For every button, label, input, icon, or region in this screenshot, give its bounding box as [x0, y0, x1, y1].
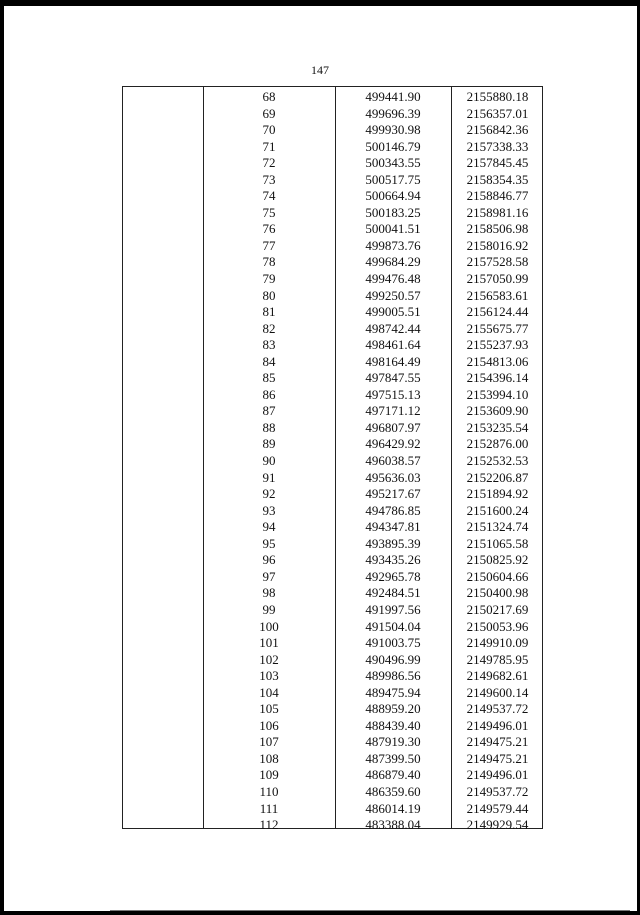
- table-row: [123, 701, 542, 718]
- point-number-cell: 72: [262, 155, 276, 171]
- x-coordinate-cell: 487919.30: [365, 734, 421, 750]
- y-coordinate-cell: 2153609.90: [466, 403, 529, 419]
- table-row: [123, 205, 542, 222]
- table-row: [123, 817, 542, 834]
- x-coordinate-cell: 490496.99: [365, 651, 421, 667]
- table-row: [123, 751, 542, 768]
- x-coordinate-cell: 483388.04: [365, 817, 421, 833]
- table-row: [123, 536, 542, 553]
- table-row: [123, 503, 542, 520]
- page-number: 147: [311, 63, 329, 77]
- table-row: [123, 801, 542, 818]
- y-coordinate-cell: 2157050.99: [466, 271, 529, 287]
- point-number-cell: 84: [262, 353, 276, 369]
- y-coordinate-cell: 2151065.58: [466, 535, 529, 551]
- y-coordinate-cell: 2149475.21: [466, 734, 529, 750]
- x-coordinate-cell: 499684.29: [365, 254, 421, 270]
- point-number-cell: 79: [262, 271, 276, 287]
- y-coordinate-cell: 2156583.61: [466, 287, 529, 303]
- x-coordinate-cell: 500146.79: [365, 138, 421, 154]
- point-number-cell: 106: [259, 717, 279, 733]
- scan-border-bottom: [0, 911, 640, 915]
- point-number-cell: 80: [262, 287, 276, 303]
- point-number-cell: 77: [262, 237, 276, 253]
- y-coordinate-cell: 2153994.10: [466, 386, 529, 402]
- point-number-cell: 91: [262, 469, 276, 485]
- y-coordinate-cell: 2154813.06: [466, 353, 529, 369]
- x-coordinate-cell: 492484.51: [365, 585, 421, 601]
- table-row: [123, 304, 542, 321]
- footer-rule: [110, 910, 630, 911]
- y-coordinate-cell: 2151894.92: [466, 486, 529, 502]
- point-number-cell: 105: [259, 701, 279, 717]
- y-coordinate-cell: 2157528.58: [466, 254, 529, 270]
- y-coordinate-cell: 2149682.61: [466, 668, 529, 684]
- x-coordinate-cell: 488959.20: [365, 701, 421, 717]
- table-row: [123, 585, 542, 602]
- y-coordinate-cell: 2149496.01: [466, 767, 529, 783]
- y-coordinate-cell: 2154396.14: [466, 370, 529, 386]
- point-number-cell: 82: [262, 320, 276, 336]
- table-row: [123, 337, 542, 354]
- point-number-cell: 89: [262, 436, 276, 452]
- table-row: [123, 685, 542, 702]
- x-coordinate-cell: 491003.75: [365, 635, 421, 651]
- point-number-cell: 102: [259, 651, 279, 667]
- table-row: [123, 139, 542, 156]
- x-coordinate-cell: 500183.25: [365, 204, 421, 220]
- x-coordinate-cell: 499930.98: [365, 122, 421, 138]
- x-coordinate-cell: 493435.26: [365, 552, 421, 568]
- x-coordinate-cell: 500343.55: [365, 155, 421, 171]
- y-coordinate-cell: 2149475.21: [466, 750, 529, 766]
- table-row: [123, 486, 542, 503]
- table-row: [123, 784, 542, 801]
- point-number-cell: 101: [259, 635, 279, 651]
- x-coordinate-cell: 495217.67: [365, 486, 421, 502]
- x-coordinate-cell: 500664.94: [365, 188, 421, 204]
- point-number-cell: 112: [259, 817, 279, 833]
- point-number-cell: 68: [262, 89, 276, 104]
- x-coordinate-cell: 498164.49: [365, 353, 421, 369]
- y-coordinate-cell: 2158506.98: [466, 221, 529, 237]
- x-coordinate-cell: 496807.97: [365, 419, 421, 435]
- point-number-cell: 83: [262, 337, 276, 353]
- point-number-cell: 96: [262, 552, 276, 568]
- y-coordinate-cell: 2149537.72: [466, 701, 529, 717]
- x-coordinate-cell: 497515.13: [365, 386, 421, 402]
- table-row: [123, 403, 542, 420]
- x-coordinate-cell: 500517.75: [365, 171, 421, 187]
- y-coordinate-cell: 2156842.36: [466, 122, 529, 138]
- x-coordinate-cell: 496038.57: [365, 453, 421, 469]
- point-number-cell: 110: [259, 783, 279, 799]
- table-row: [123, 767, 542, 784]
- point-number-cell: 95: [262, 535, 276, 551]
- y-coordinate-cell: 2153235.54: [466, 419, 529, 435]
- x-coordinate-cell: 492965.78: [365, 568, 421, 584]
- y-coordinate-cell: 2152876.00: [466, 436, 529, 452]
- table-body: [123, 89, 542, 834]
- point-number-cell: 87: [262, 403, 276, 419]
- y-coordinate-cell: 2158016.92: [466, 237, 529, 253]
- point-number-cell: 78: [262, 254, 276, 270]
- y-coordinate-cell: 2158846.77: [466, 188, 529, 204]
- x-coordinate-cell: 491997.56: [365, 601, 421, 617]
- y-coordinate-cell: 2152206.87: [466, 469, 529, 485]
- point-number-cell: 81: [262, 304, 276, 320]
- x-coordinate-cell: 494347.81: [365, 519, 421, 535]
- point-number-cell: 88: [262, 419, 276, 435]
- x-coordinate-cell: 499005.51: [365, 304, 421, 320]
- point-number-cell: 92: [262, 486, 276, 502]
- y-coordinate-cell: 2158981.16: [466, 204, 529, 220]
- point-number-cell: 73: [262, 171, 276, 187]
- y-coordinate-cell: 2149929.54: [466, 817, 529, 833]
- x-coordinate-cell: 499696.39: [365, 105, 421, 121]
- point-number-cell: 74: [262, 188, 276, 204]
- x-coordinate-cell: 500041.51: [365, 221, 421, 237]
- y-coordinate-cell: 2149785.95: [466, 651, 529, 667]
- point-number-cell: 86: [262, 386, 276, 402]
- table-row: [123, 436, 542, 453]
- point-number-cell: 85: [262, 370, 276, 386]
- x-coordinate-cell: 493895.39: [365, 535, 421, 551]
- point-number-cell: 98: [262, 585, 276, 601]
- table-row: [123, 370, 542, 387]
- table-row: [123, 619, 542, 636]
- table-row: [123, 254, 542, 271]
- x-coordinate-cell: 488439.40: [365, 717, 421, 733]
- y-coordinate-cell: 2151324.74: [466, 519, 529, 535]
- y-coordinate-cell: 2149600.14: [466, 684, 529, 700]
- point-number-cell: 93: [262, 502, 276, 518]
- table-row: [123, 271, 542, 288]
- point-number-cell: 75: [262, 204, 276, 220]
- table-row: [123, 172, 542, 189]
- x-coordinate-cell: 486359.60: [365, 783, 421, 799]
- x-coordinate-cell: 499873.76: [365, 237, 421, 253]
- point-number-cell: 94: [262, 519, 276, 535]
- point-number-cell: 104: [259, 684, 279, 700]
- x-coordinate-cell: 498742.44: [365, 320, 421, 336]
- y-coordinate-cell: 2155237.93: [466, 337, 529, 353]
- x-coordinate-cell: 499441.90: [365, 89, 421, 104]
- y-coordinate-cell: 2155675.77: [466, 320, 529, 336]
- table-row: [123, 420, 542, 437]
- point-number-cell: 70: [262, 122, 276, 138]
- table-row: [123, 470, 542, 487]
- point-number-cell: 97: [262, 568, 276, 584]
- y-coordinate-cell: 2150825.92: [466, 552, 529, 568]
- table-row: [123, 89, 542, 106]
- y-coordinate-cell: 2156357.01: [466, 105, 529, 121]
- point-number-cell: 76: [262, 221, 276, 237]
- x-coordinate-cell: 494786.85: [365, 502, 421, 518]
- scan-border-top: [0, 0, 640, 6]
- point-number-cell: 71: [262, 138, 276, 154]
- x-coordinate-cell: 495636.03: [365, 469, 421, 485]
- y-coordinate-cell: 2149537.72: [466, 783, 529, 799]
- table-row: [123, 569, 542, 586]
- table-row: [123, 238, 542, 255]
- x-coordinate-cell: 499476.48: [365, 271, 421, 287]
- table-row: [123, 188, 542, 205]
- table-row: [123, 668, 542, 685]
- x-coordinate-cell: 486879.40: [365, 767, 421, 783]
- x-coordinate-cell: 491504.04: [365, 618, 421, 634]
- y-coordinate-cell: 2150400.98: [466, 585, 529, 601]
- table-row: [123, 155, 542, 172]
- point-number-cell: 107: [259, 734, 279, 750]
- table-row: [123, 552, 542, 569]
- y-coordinate-cell: 2157845.45: [466, 155, 529, 171]
- point-number-cell: 100: [259, 618, 279, 634]
- point-number-cell: 69: [262, 105, 276, 121]
- table-row: [123, 602, 542, 619]
- table-row: [123, 288, 542, 305]
- y-coordinate-cell: 2155880.18: [466, 89, 529, 104]
- x-coordinate-cell: 486014.19: [365, 800, 421, 816]
- x-coordinate-cell: 497171.12: [365, 403, 421, 419]
- table-row: [123, 453, 542, 470]
- table-row: [123, 122, 542, 139]
- y-coordinate-cell: 2150053.96: [466, 618, 529, 634]
- scan-border-left: [0, 0, 4, 915]
- table-row: [123, 734, 542, 751]
- table-row: [123, 652, 542, 669]
- y-coordinate-cell: 2152532.53: [466, 453, 529, 469]
- point-number-cell: 108: [259, 750, 279, 766]
- x-coordinate-cell: 499250.57: [365, 287, 421, 303]
- x-coordinate-cell: 498461.64: [365, 337, 421, 353]
- table-row: [123, 321, 542, 338]
- table-row: [123, 519, 542, 536]
- y-coordinate-cell: 2156124.44: [466, 304, 529, 320]
- point-number-cell: 90: [262, 453, 276, 469]
- y-coordinate-cell: 2149910.09: [466, 635, 529, 651]
- table-row: [123, 718, 542, 735]
- x-coordinate-cell: 489475.94: [365, 684, 421, 700]
- table-row: [123, 106, 542, 123]
- table-row: [123, 635, 542, 652]
- y-coordinate-cell: 2150604.66: [466, 568, 529, 584]
- point-number-cell: 99: [262, 601, 276, 617]
- table-row: [123, 354, 542, 371]
- x-coordinate-cell: 487399.50: [365, 750, 421, 766]
- table-row: [123, 221, 542, 238]
- point-number-cell: 109: [259, 767, 279, 783]
- table-row: [123, 387, 542, 404]
- y-coordinate-cell: 2151600.24: [466, 502, 529, 518]
- y-coordinate-cell: 2157338.33: [466, 138, 529, 154]
- point-number-cell: 111: [259, 800, 279, 816]
- y-coordinate-cell: 2149579.44: [466, 800, 529, 816]
- x-coordinate-cell: 496429.92: [365, 436, 421, 452]
- y-coordinate-cell: 2150217.69: [466, 601, 529, 617]
- point-number-cell: 103: [259, 668, 279, 684]
- coordinates-table: [122, 86, 543, 833]
- x-coordinate-cell: 497847.55: [365, 370, 421, 386]
- x-coordinate-cell: 489986.56: [365, 668, 421, 684]
- y-coordinate-cell: 2158354.35: [466, 171, 529, 187]
- y-coordinate-cell: 2149496.01: [466, 717, 529, 733]
